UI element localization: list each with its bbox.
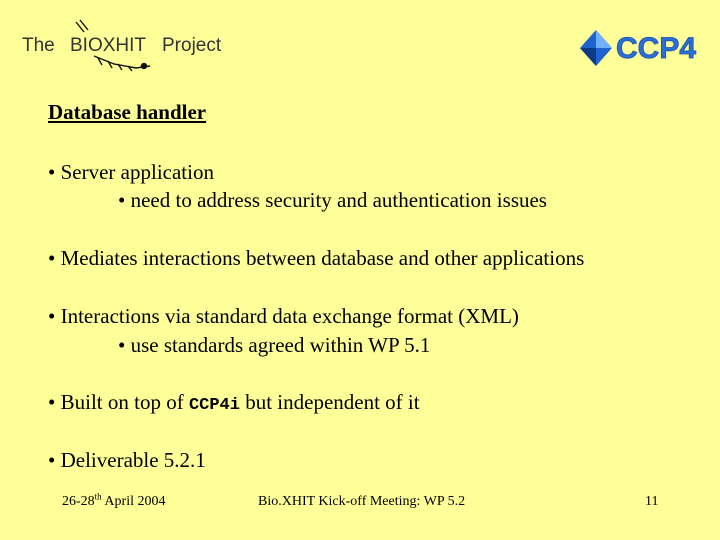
logo-text-project: Project xyxy=(162,35,222,56)
ccp4-logo xyxy=(576,20,697,72)
sub-bullet-security: • need to address security and authentication issues xyxy=(118,188,547,212)
bullet-built-on-ccp4i xyxy=(48,390,420,415)
footer-date-sup: th xyxy=(94,491,102,502)
page-number: 11 xyxy=(645,494,659,509)
ccp4i-code: CCP4i xyxy=(188,396,240,415)
footer-date xyxy=(62,491,166,510)
bioxhit-logo xyxy=(18,18,238,72)
footer-meeting: Bio.XHIT Kick-off Meeting: WP 5.2 xyxy=(258,494,466,509)
bullet-built-pre: • Built on top of xyxy=(48,390,189,414)
bullet-mediates-interactions: • Mediates interactions between database and other applications xyxy=(48,246,585,270)
bullet-interactions-xml: • Interactions via standard data exchange format (XML) xyxy=(48,304,519,328)
sub-bullet-standards: • use standards agreed within WP 5.1 xyxy=(118,333,431,357)
bullet-deliverable: • Deliverable 5.2.1 xyxy=(48,448,206,472)
slide-title: Database handler xyxy=(48,100,207,124)
logo-text-the: The xyxy=(22,35,55,56)
bullet-server-application: • Server application xyxy=(48,160,214,184)
bullet-built-post: but independent of it xyxy=(239,390,420,414)
ccp4-text: CCP4 xyxy=(616,32,697,65)
logo-text-bioxhit: BIOXHIT xyxy=(70,35,147,56)
footer-date-prefix: 26-28 xyxy=(62,494,95,509)
footer-date-suffix: April 2004 xyxy=(101,494,166,509)
diamond-icon xyxy=(580,30,612,66)
